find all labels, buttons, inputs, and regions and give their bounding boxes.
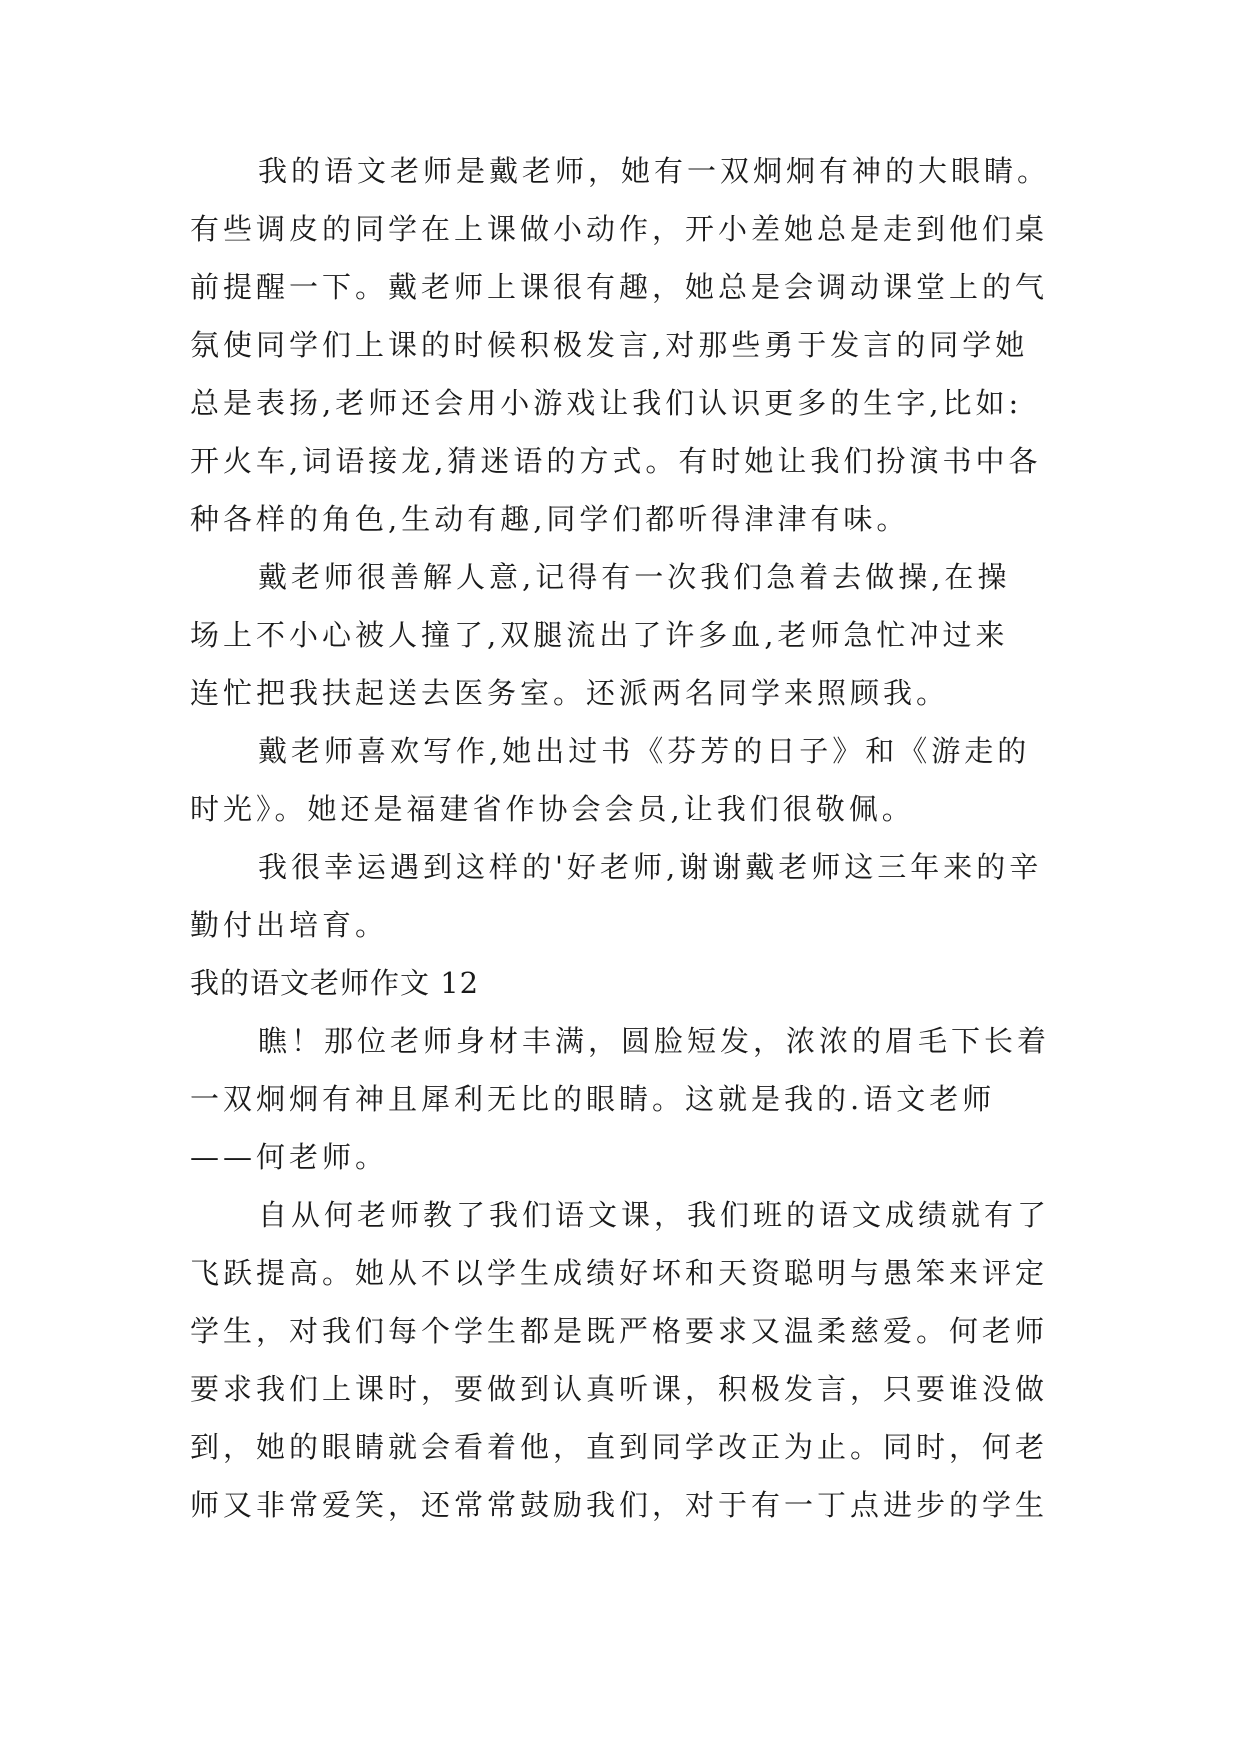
paragraph-4-line-1: 我很幸运遇到这样的'好老师,谢谢戴老师这三年来的辛 (258, 850, 1043, 884)
paragraph-6-line-1: 自从何老师教了我们语文课，我们班的语文成绩就有了 (258, 1198, 1051, 1232)
paragraph-3-line-2: 时光》。她还是福建省作协会会员,让我们很敬佩。 (190, 792, 915, 826)
paragraph-2-line-3: 连忙把我扶起送去医务室。还派两名同学来照顾我。 (190, 676, 950, 710)
paragraph-6-line-5: 到，她的眼睛就会看着他，直到同学改正为止。同时，何老 (190, 1430, 1049, 1464)
paragraph-6-line-6: 师又非常爱笑，还常常鼓励我们，对于有一丁点进步的学生 (190, 1488, 1049, 1522)
paragraph-1-line-7: 种各样的角色,生动有趣,同学们都听得津津有味。 (190, 502, 910, 536)
paragraph-6-line-4: 要求我们上课时，要做到认真听课，积极发言，只要谁没做 (190, 1372, 1049, 1406)
paragraph-2-line-1: 戴老师很善解人意,记得有一次我们急着去做操,在操 (258, 560, 1011, 594)
paragraph-5-line-1: 瞧！那位老师身材丰满，圆脸短发，浓浓的眉毛下长着 (258, 1024, 1051, 1058)
paragraph-1-line-3: 前提醒一下。戴老师上课很有趣，她总是会调动课堂上的气 (190, 270, 1049, 304)
paragraph-6-line-3: 学生，对我们每个学生都是既严格要求又温柔慈爱。何老师 (190, 1314, 1049, 1348)
paragraph-4-line-2: 勤付出培育。 (190, 908, 389, 942)
paragraph-2-line-2: 场上不小心被人撞了,双腿流出了许多血,老师急忙冲过来 (190, 618, 1009, 652)
paragraph-1-line-5: 总是表扬,老师还会用小游戏让我们认识更多的生字,比如: (190, 386, 1023, 420)
paragraph-1-line-2: 有些调皮的同学在上课做小动作，开小差她总是走到他们桌 (190, 212, 1049, 246)
paragraph-1-line-6: 开火车,词语接龙,猜迷语的方式。有时她让我们扮演书中各 (190, 444, 1042, 478)
paragraph-1-line-4: 氛使同学们上课的时候积极发言,对那些勇于发言的同学她 (190, 328, 1029, 362)
paragraph-5-line-2: 一双炯炯有神且犀利无比的眼睛。这就是我的.语文老师 (190, 1082, 996, 1116)
section-heading: 我的语文老师作文 12 (190, 966, 480, 1000)
paragraph-3-line-1: 戴老师喜欢写作,她出过书《芬芳的日子》和《游走的 (258, 734, 1031, 768)
paragraph-5-line-3: ——何老师。 (190, 1140, 389, 1174)
paragraph-6-line-2: 飞跃提高。她从不以学生成绩好坏和天资聪明与愚笨来评定 (190, 1256, 1049, 1290)
paragraph-1-line-1: 我的语文老师是戴老师，她有一双炯炯有神的大眼睛。 (258, 154, 1051, 188)
